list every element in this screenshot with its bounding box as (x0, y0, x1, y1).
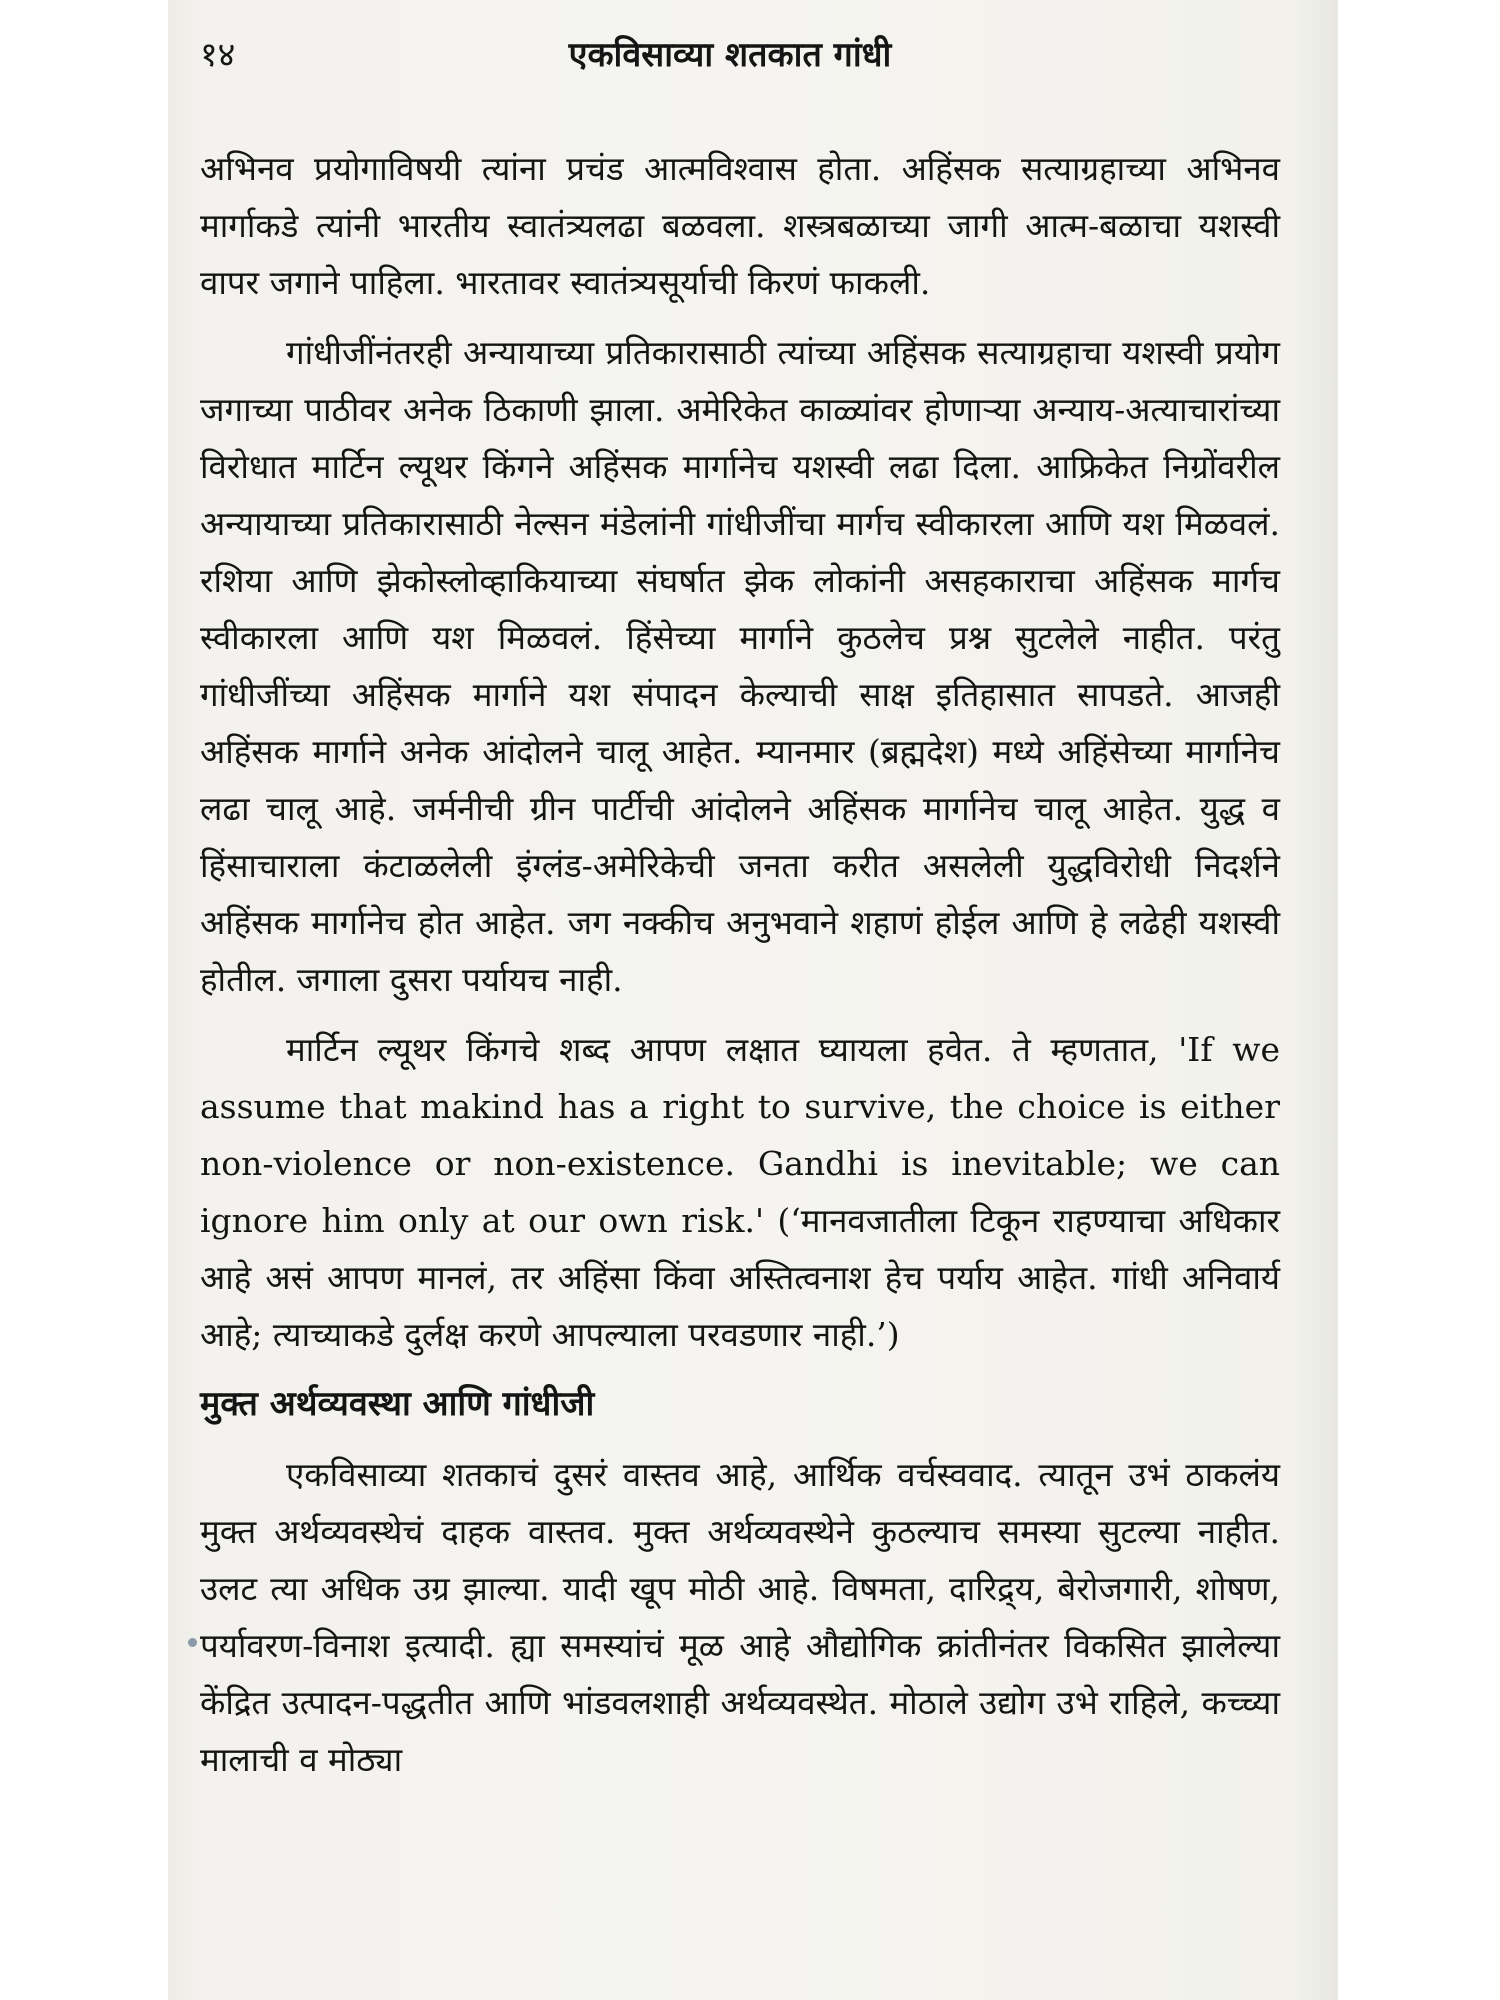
page-body (200, 140, 1280, 1801)
paragraph-3-quote: मार्टिन ल्यूथर किंगचे शब्द आपण लक्षात घ्यायला हवेत. ते म्हणतात, 'If we assume that makind has a right to survive, the choice is either non-violence or non-existence. Gandhi is inevitable; we can ignore him only at our own risk.' (‘मानवजातीला टिकून राहण्याचा अधिकार आहे असं आपण मानलं, तर अहिंसा किंवा अस्तित्वनाश हेच पर्याय आहेत. गांधी अनिवार्य आहे; त्याच्याकडे दुर्लक्ष करणे आपल्याला परवडणार नाही.’) (200, 1030, 1280, 1354)
paragraph-1: अभिनव प्रयोगाविषयी त्यांना प्रचंड आत्मविश्वास होता. अहिंसक सत्याग्रहाच्या अभिनव मार्गाकडे त्यांनी भारतीय स्वातंत्र्यलढा बळवला. शस्त्रबळाच्या जागी आत्म-बळाचा यशस्वी वापर जगाने पाहिला. भारतावर स्वातंत्र्यसूर्याची किरणं फाकली. (200, 149, 1280, 302)
scan-speck (188, 1638, 197, 1647)
section-paragraph: एकविसाव्या शतकाचं दुसरं वास्तव आहे, आर्थिक वर्चस्ववाद. त्यातून उभं ठाकलंय मुक्त अर्थव्यवस्थेचं दाहक वास्तव. मुक्त अर्थव्यवस्थेने कुठल्याच समस्या सुटल्या नाहीत. उलट त्या अधिक उग्र झाल्या. यादी खूप मोठी आहे. विषमता, दारिद्र्य, बेरोजगारी, शोषण, पर्यावरण-विनाश इत्यादी. ह्या समस्यांचं मूळ आहे औद्योगिक क्रांतीनंतर विकसित झालेल्या केंद्रित उत्पादन-पद्धतीत आणि भांडवलशाही अर्थव्यवस्थेत. मोठाले उद्योग उभे राहिले, कच्च्या मालाची व मोठ्या (200, 1455, 1280, 1779)
running-title: एकविसाव्या शतकात गांधी (568, 35, 892, 75)
paragraph-2: गांधीजींनंतरही अन्यायाच्या प्रतिकारासाठी त्यांच्या अहिंसक सत्याग्रहाचा यशस्वी प्रयोग जगाच्या पाठीवर अनेक ठिकाणी झाला. अमेरिकेत काळ्यांवर होणाऱ्या अन्याय-अत्याचारांच्या विरोधात मार्टिन ल्यूथर किंगने अहिंसक मार्गानेच यशस्वी लढा दिला. आफ्रिकेत निग्रोंवरील अन्यायाच्या प्रतिकारासाठी नेल्सन मंडेलांनी गांधीजींचा मार्गच स्वीकारला आणि यश मिळवलं. रशिया आणि झेकोस्लोव्हाकियाच्या संघर्षात झेक लोकांनी असहकाराचा अहिंसक मार्गच स्वीकारला आणि यश मिळवलं. हिंसेच्या मार्गाने कुठलेच प्रश्न सुटलेले नाहीत. परंतु गांधीजींच्या अहिंसक मार्गाने यश संपादन केल्याची साक्ष इतिहासात सापडते. आजही अहिंसक मार्गाने अनेक आंदोलने चालू आहेत. म्यानमार (ब्रह्मदेश) मध्ये अहिंसेच्या मार्गानेच लढा चालू आहे. जर्मनीची ग्रीन पार्टीची आंदोलने अहिंसक मार्गानेच चालू आहेत. युद्ध व हिंसाचाराला कंटाळलेली इंग्लंड-अमेरिकेची जनता करीत असलेली युद्धविरोधी निदर्शने अहिंसक मार्गानेच होत आहेत. जग नक्कीच अनुभवाने शहाणं होईल आणि हे लढेही यशस्वी होतील. जगाला दुसरा पर्यायच नाही. (200, 333, 1280, 999)
page-number: १४ (200, 35, 236, 75)
section-heading: मुक्त अर्थव्यवस्था आणि गांधीजी (200, 1384, 595, 1424)
page-header (200, 30, 1260, 86)
